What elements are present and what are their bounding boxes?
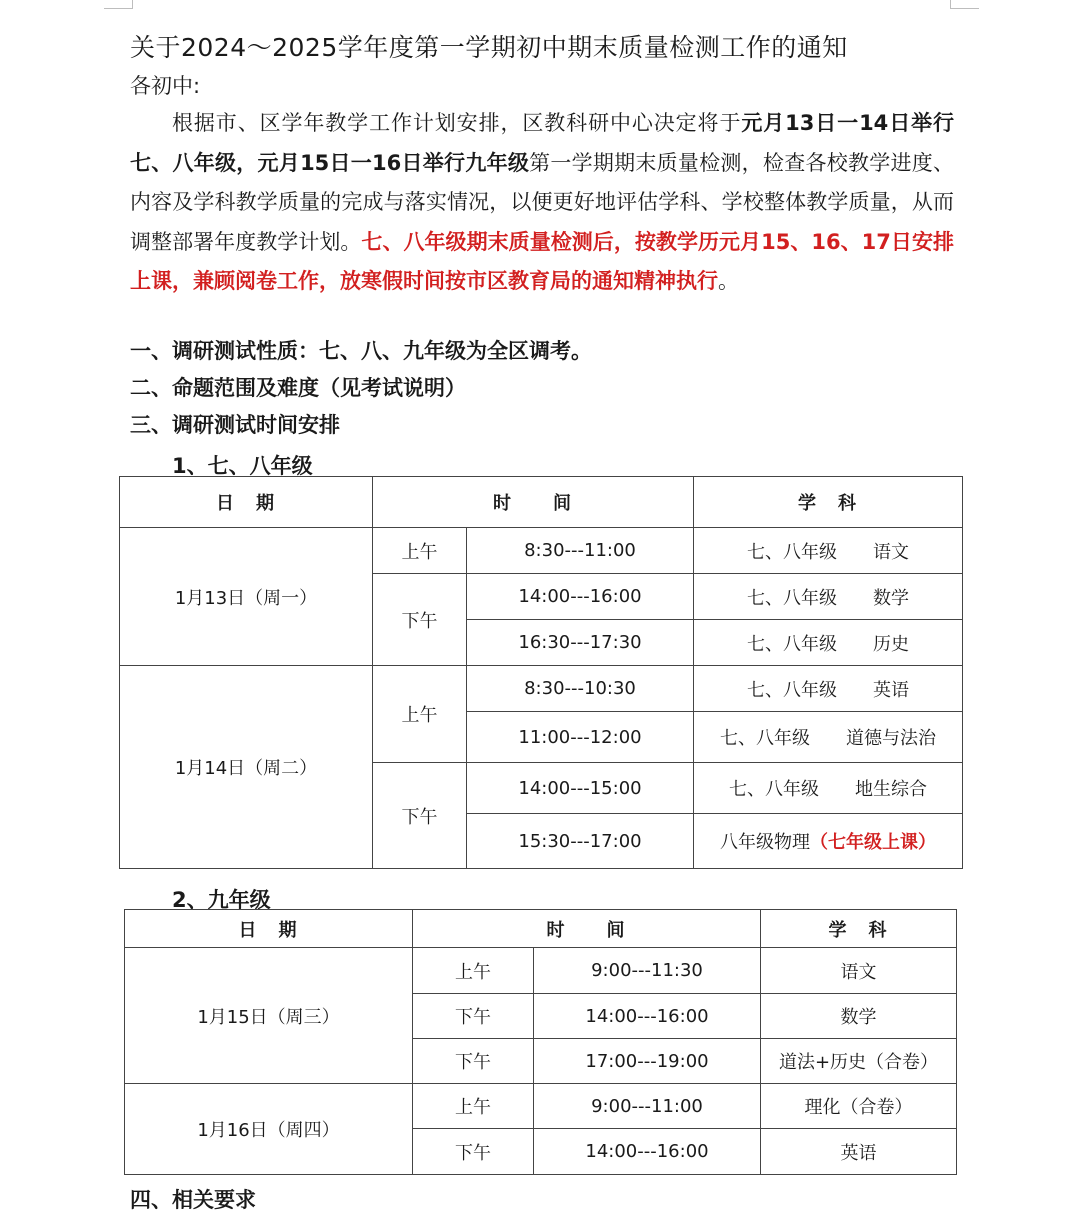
subject-cell	[694, 712, 963, 763]
schedule-table-grade-9	[124, 909, 957, 1175]
body-part-highlight: 七、八年级期末质量检测后，按教学历元月15、16、17日安排上课，兼顾阅卷工作，放寒假时间按市区教育局的通知精神执行	[130, 229, 955, 293]
time-cell: 17:00---19:00	[534, 1039, 761, 1084]
subject-text: 历史	[873, 633, 909, 655]
time-cell: 11:00---12:00	[467, 712, 694, 763]
notice-title: 关于2024～2025学年度第一学期初中期末质量检测工作的通知	[130, 33, 848, 62]
header-time: 时 间	[373, 477, 694, 528]
period-cell: 上午	[373, 528, 467, 574]
section-heading-3: 三、调研测试时间安排	[130, 413, 340, 437]
grade-text: 七、八年级	[720, 728, 810, 749]
subject-cell: 语文	[761, 948, 957, 994]
schedule-table-grade-7-8	[119, 476, 963, 869]
table-row	[125, 1084, 957, 1129]
subject-text: 数学	[873, 587, 909, 609]
table-header-row	[125, 910, 957, 948]
table-row	[120, 666, 963, 712]
subject-cell	[694, 528, 963, 574]
body-part: 第一学期期末质量检测，检查各校教学进度、内容及学科教学质量的完成与落实情况，以便更好地评估学科、学校整体教学质量，从而调整部署年度教学计划。	[130, 150, 954, 254]
section-heading-2: 二、命题范围及难度（见考试说明）	[130, 376, 466, 400]
subject-text: 地生综合	[855, 779, 927, 800]
body-part: 。	[718, 269, 739, 293]
page-corner-mark-right	[950, 0, 979, 9]
time-cell: 14:00---15:00	[467, 763, 694, 814]
body-part-bold: 元月13日一14日举行七、八年级，元月15日一16日举行九年级	[130, 111, 954, 175]
table-row	[125, 948, 957, 994]
body-part: 根据市、区学年教学工作计划安排，区教科研中心决定将于	[172, 111, 742, 135]
subject-cell: 道法+历史（合卷）	[761, 1039, 957, 1084]
subject-text: 语文	[873, 541, 909, 563]
subject-text: 道德与法治	[846, 728, 936, 749]
time-cell: 9:00---11:30	[534, 948, 761, 994]
period-cell: 下午	[413, 1129, 534, 1175]
date-cell: 1月16日（周四）	[125, 1084, 413, 1175]
subject-cell	[694, 814, 963, 869]
date-cell: 1月15日（周三）	[125, 948, 413, 1084]
time-cell: 9:00---11:00	[534, 1084, 761, 1129]
period-cell: 上午	[413, 1084, 534, 1129]
grade-text: 七、八年级	[747, 541, 837, 563]
time-cell: 14:00---16:00	[534, 994, 761, 1039]
subject-text: 英语	[873, 679, 909, 701]
period-cell: 上午	[413, 948, 534, 994]
subject-cell: 英语	[761, 1129, 957, 1175]
grade-text: 七、八年级	[747, 587, 837, 609]
time-cell: 8:30---10:30	[467, 666, 694, 712]
sub-heading-grade-9: 2、九年级	[172, 888, 271, 912]
table-row	[120, 528, 963, 574]
page-corner-mark-left	[104, 0, 133, 9]
subject-cell	[694, 574, 963, 620]
date-cell: 1月14日（周二）	[120, 666, 373, 869]
header-date: 日 期	[125, 910, 413, 948]
period-cell: 下午	[373, 763, 467, 869]
period-cell: 下午	[373, 574, 467, 666]
header-subject: 学 科	[694, 477, 963, 528]
next-section-heading-cropped: 四、相关要求	[130, 1188, 256, 1212]
section-heading-1: 一、调研测试性质：七、八、九年级为全区调考。	[130, 339, 592, 363]
sub-heading-grade-7-8: 1、七、八年级	[172, 454, 313, 478]
table-header-row	[120, 477, 963, 528]
time-cell: 8:30---11:00	[467, 528, 694, 574]
subject-cell	[694, 620, 963, 666]
subject-cell: 数学	[761, 994, 957, 1039]
grade-text: 八年级物理	[720, 832, 810, 853]
header-date: 日 期	[120, 477, 373, 528]
header-subject: 学 科	[761, 910, 957, 948]
subject-cell	[694, 763, 963, 814]
period-cell: 上午	[373, 666, 467, 763]
subject-cell: 理化（合卷）	[761, 1084, 957, 1129]
grade-text: 七、八年级	[747, 679, 837, 701]
time-cell: 14:00---16:00	[467, 574, 694, 620]
date-cell: 1月13日（周一）	[120, 528, 373, 666]
header-time: 时 间	[413, 910, 761, 948]
time-cell: 15:30---17:00	[467, 814, 694, 869]
grade-text: 七、八年级	[747, 633, 837, 655]
time-cell: 14:00---16:00	[534, 1129, 761, 1175]
greeting: 各初中:	[130, 74, 201, 98]
time-cell: 16:30---17:30	[467, 620, 694, 666]
subject-cell	[694, 666, 963, 712]
period-cell: 下午	[413, 1039, 534, 1084]
note-text: （七年级上课）	[810, 832, 936, 853]
period-cell: 下午	[413, 994, 534, 1039]
body-paragraph	[130, 104, 954, 302]
grade-text: 七、八年级	[729, 779, 819, 800]
